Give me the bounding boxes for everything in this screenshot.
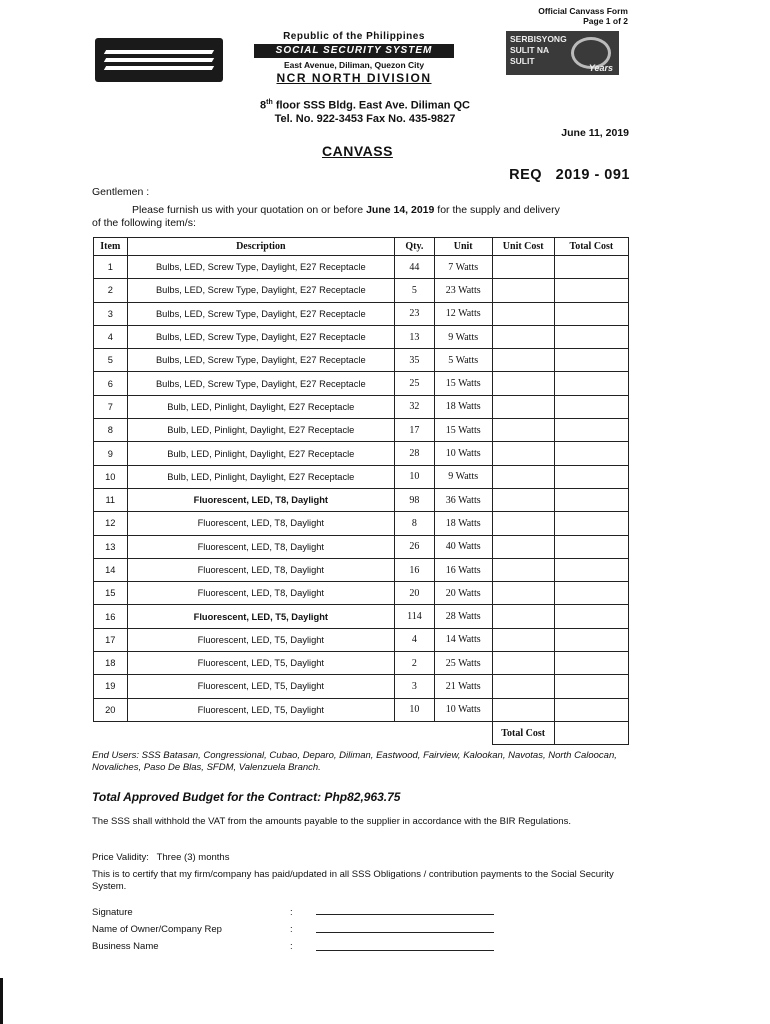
intro-line2: of the following item/s: [92,217,196,229]
item-description: Fluorescent, LED, T8, Daylight [127,535,395,558]
unit-cost-cell[interactable] [492,442,554,465]
logo-years: Years [588,63,613,73]
office-address [200,96,530,126]
item-number: 5 [94,349,128,372]
item-unit: 25 Watts [434,652,492,675]
approved-budget: Total Approved Budget for the Contract: Php82,963.75 [92,790,401,804]
scan-edge-mark [0,978,3,1024]
item-number: 7 [94,395,128,418]
item-description: Fluorescent, LED, T8, Daylight [127,488,395,511]
unit-cost-cell[interactable] [492,372,554,395]
form-info-line1: Official Canvass Form [538,6,628,16]
business-name-label: Business Name [92,941,159,952]
item-number: 13 [94,535,128,558]
total-cost-cell[interactable] [554,628,628,651]
item-unit: 5 Watts [434,349,492,372]
business-name-colon: : [290,941,293,952]
owner-rep-line[interactable] [316,932,494,933]
total-cost-cell[interactable] [554,582,628,605]
table-row [94,652,629,675]
intro-part2: for the supply and delivery [434,204,560,216]
item-description: Bulbs, LED, Screw Type, Daylight, E27 Receptacle [127,302,395,325]
item-number: 4 [94,325,128,348]
item-qty: 26 [395,535,435,558]
logo-line2: SULIT NA [510,45,550,55]
floor-suffix: th [266,99,273,106]
total-cost-label: Total Cost [492,721,554,744]
item-description: Bulb, LED, Pinlight, Daylight, E27 Receptacle [127,419,395,442]
unit-cost-cell[interactable] [492,325,554,348]
item-number: 8 [94,419,128,442]
total-cost-value[interactable] [554,721,628,744]
item-unit: 18 Watts [434,512,492,535]
logo-line1: SERBISYONG [510,34,567,44]
business-name-line[interactable] [316,950,494,951]
unit-cost-cell[interactable] [492,605,554,628]
letterhead [238,31,470,85]
total-cost-cell[interactable] [554,652,628,675]
total-cost-cell[interactable] [554,535,628,558]
item-unit: 36 Watts [434,488,492,511]
total-cost-cell[interactable] [554,372,628,395]
salutation: Gentlemen : [92,186,150,198]
unit-cost-cell[interactable] [492,582,554,605]
item-description: Fluorescent, LED, T5, Daylight [127,605,395,628]
division-name: NCR NORTH DIVISION [276,71,432,85]
total-cost-cell[interactable] [554,558,628,581]
unit-cost-cell[interactable] [492,652,554,675]
header-total-cost: Total Cost [554,238,628,256]
item-unit: 15 Watts [434,372,492,395]
total-cost-cell[interactable] [554,442,628,465]
item-qty: 114 [395,605,435,628]
item-qty: 3 [395,675,435,698]
header-qty: Qty. [395,238,435,256]
header-unit: Unit [434,238,492,256]
item-unit: 12 Watts [434,302,492,325]
header-item: Item [94,238,128,256]
total-cost-cell[interactable] [554,279,628,302]
item-description: Fluorescent, LED, T8, Daylight [127,512,395,535]
item-description: Bulb, LED, Pinlight, Daylight, E27 Receptacle [127,442,395,465]
table-row [94,465,629,488]
items-table [93,237,629,745]
item-qty: 32 [395,395,435,418]
unit-cost-cell[interactable] [492,419,554,442]
logo-line3: SULIT [510,56,535,66]
table-row [94,419,629,442]
item-description: Fluorescent, LED, T8, Daylight [127,582,395,605]
item-qty: 16 [395,558,435,581]
table-row [94,558,629,581]
total-cost-row [94,721,629,744]
table-row [94,512,629,535]
price-validity: Price Validity: Three (3) months [92,852,230,863]
item-qty: 17 [395,419,435,442]
item-qty: 4 [395,628,435,651]
unit-cost-cell[interactable] [492,628,554,651]
item-qty: 44 [395,256,435,279]
item-unit: 14 Watts [434,628,492,651]
document-date: June 11, 2019 [561,127,629,139]
total-cost-cell[interactable] [554,395,628,418]
unit-cost-cell[interactable] [492,279,554,302]
item-qty: 25 [395,372,435,395]
table-row [94,535,629,558]
item-qty: 13 [395,325,435,348]
item-unit: 21 Watts [434,675,492,698]
item-number: 6 [94,372,128,395]
total-cost-cell[interactable] [554,605,628,628]
item-unit: 16 Watts [434,558,492,581]
table-header-row [94,238,629,256]
item-qty: 28 [395,442,435,465]
table-row [94,372,629,395]
unit-cost-cell[interactable] [492,302,554,325]
item-qty: 10 [395,465,435,488]
table-row [94,349,629,372]
total-cost-cell[interactable] [554,698,628,721]
form-info-page: Page 1 of 2 [583,16,628,26]
intro-part1: Please furnish us with your quotation on or before [132,204,367,216]
certification: This is to certify that my firm/company has paid/updated in all SSS Obligations / contribution payments to the Social Security System. [92,869,614,892]
item-unit: 9 Watts [434,325,492,348]
item-description: Fluorescent, LED, T8, Daylight [127,558,395,581]
item-unit: 28 Watts [434,605,492,628]
item-unit: 7 Watts [434,256,492,279]
signature-line[interactable] [316,914,494,915]
item-unit: 10 Watts [434,442,492,465]
unit-cost-cell[interactable] [492,675,554,698]
deadline-date: June 14, 2019 [366,204,435,216]
item-qty: 35 [395,349,435,372]
item-qty: 20 [395,582,435,605]
total-cost-cell[interactable] [554,419,628,442]
agency-name: SOCIAL SECURITY SYSTEM [254,44,454,58]
item-qty: 8 [395,512,435,535]
total-cost-cell[interactable] [554,675,628,698]
unit-cost-cell[interactable] [492,465,554,488]
item-description: Bulbs, LED, Screw Type, Daylight, E27 Receptacle [127,349,395,372]
item-number: 14 [94,558,128,581]
item-unit: 40 Watts [434,535,492,558]
item-number: 12 [94,512,128,535]
item-number: 19 [94,675,128,698]
item-number: 18 [94,652,128,675]
table-row [94,698,629,721]
agency-address: East Avenue, Diliman, Quezon City [283,60,425,70]
item-number: 16 [94,605,128,628]
unit-cost-cell[interactable] [492,535,554,558]
form-info [538,6,628,26]
req-number: REQ 2019 - 091 [509,167,630,183]
item-description: Fluorescent, LED, T5, Daylight [127,628,395,651]
tel-fax: Tel. No. 922-3453 Fax No. 435-9827 [274,112,456,125]
sss-logo-icon [95,38,223,82]
total-cost-cell[interactable] [554,488,628,511]
signature-label: Signature [92,907,133,918]
table-row [94,675,629,698]
owner-rep-label: Name of Owner/Company Rep [92,924,222,935]
table-row [94,582,629,605]
table-row [94,442,629,465]
total-cost-cell[interactable] [554,349,628,372]
republic-line: Republic of the Philippines [283,31,425,42]
item-qty: 98 [395,488,435,511]
item-unit: 15 Watts [434,419,492,442]
item-description: Bulbs, LED, Screw Type, Daylight, E27 Receptacle [127,325,395,348]
table-row [94,256,629,279]
table-row [94,325,629,348]
item-description: Bulbs, LED, Screw Type, Daylight, E27 Receptacle [127,256,395,279]
floor-number: 8 [260,99,267,112]
table-row [94,628,629,651]
item-qty: 23 [395,302,435,325]
item-unit: 20 Watts [434,582,492,605]
total-cost-cell[interactable] [554,465,628,488]
item-number: 1 [94,256,128,279]
item-qty: 5 [395,279,435,302]
item-description: Fluorescent, LED, T5, Daylight [127,698,395,721]
item-unit: 18 Watts [434,395,492,418]
item-description: Bulb, LED, Pinlight, Daylight, E27 Receptacle [127,395,395,418]
header-description: Description [127,238,395,256]
unit-cost-cell[interactable] [492,698,554,721]
table-row [94,302,629,325]
vat-notice: The SSS shall withhold the VAT from the amounts payable to the supplier in accordance with the BIR Regulations. [92,816,571,827]
item-unit: 10 Watts [434,698,492,721]
item-number: 9 [94,442,128,465]
table-row [94,279,629,302]
unit-cost-cell[interactable] [492,488,554,511]
item-description: Fluorescent, LED, T5, Daylight [127,652,395,675]
item-number: 10 [94,465,128,488]
floor-text: floor SSS Bldg. East Ave. Diliman QC [275,99,470,112]
item-number: 17 [94,628,128,651]
unit-cost-cell[interactable] [492,256,554,279]
total-cost-cell[interactable] [554,512,628,535]
total-cost-cell[interactable] [554,325,628,348]
intro-paragraph [92,204,632,230]
total-cost-cell[interactable] [554,256,628,279]
item-qty: 2 [395,652,435,675]
owner-rep-colon: : [290,924,293,935]
signature-colon: : [290,907,293,918]
item-number: 15 [94,582,128,605]
table-row [94,395,629,418]
item-unit: 23 Watts [434,279,492,302]
item-number: 20 [94,698,128,721]
item-description: Bulbs, LED, Screw Type, Daylight, E27 Receptacle [127,372,395,395]
item-description: Bulbs, LED, Screw Type, Daylight, E27 Receptacle [127,279,395,302]
table-row [94,605,629,628]
header-unit-cost: Unit Cost [492,238,554,256]
unit-cost-cell[interactable] [492,349,554,372]
unit-cost-cell[interactable] [492,512,554,535]
item-unit: 9 Watts [434,465,492,488]
item-number: 11 [94,488,128,511]
item-description: Fluorescent, LED, T5, Daylight [127,675,395,698]
total-cost-cell[interactable] [554,302,628,325]
item-qty: 10 [395,698,435,721]
item-description: Bulb, LED, Pinlight, Daylight, E27 Receptacle [127,465,395,488]
unit-cost-cell[interactable] [492,558,554,581]
document-title: CANVASS [322,143,393,159]
item-number: 3 [94,302,128,325]
anniversary-logo-icon [506,31,619,75]
end-users: End Users: SSS Batasan, Congressional, Cubao, Deparo, Diliman, Eastwood, Fairview, Kalookan, Navotas, North Caloocan, Novaliches, Paso De Blas, SFDM, Valenzuela Branch. [92,750,617,773]
unit-cost-cell[interactable] [492,395,554,418]
item-number: 2 [94,279,128,302]
table-row [94,488,629,511]
